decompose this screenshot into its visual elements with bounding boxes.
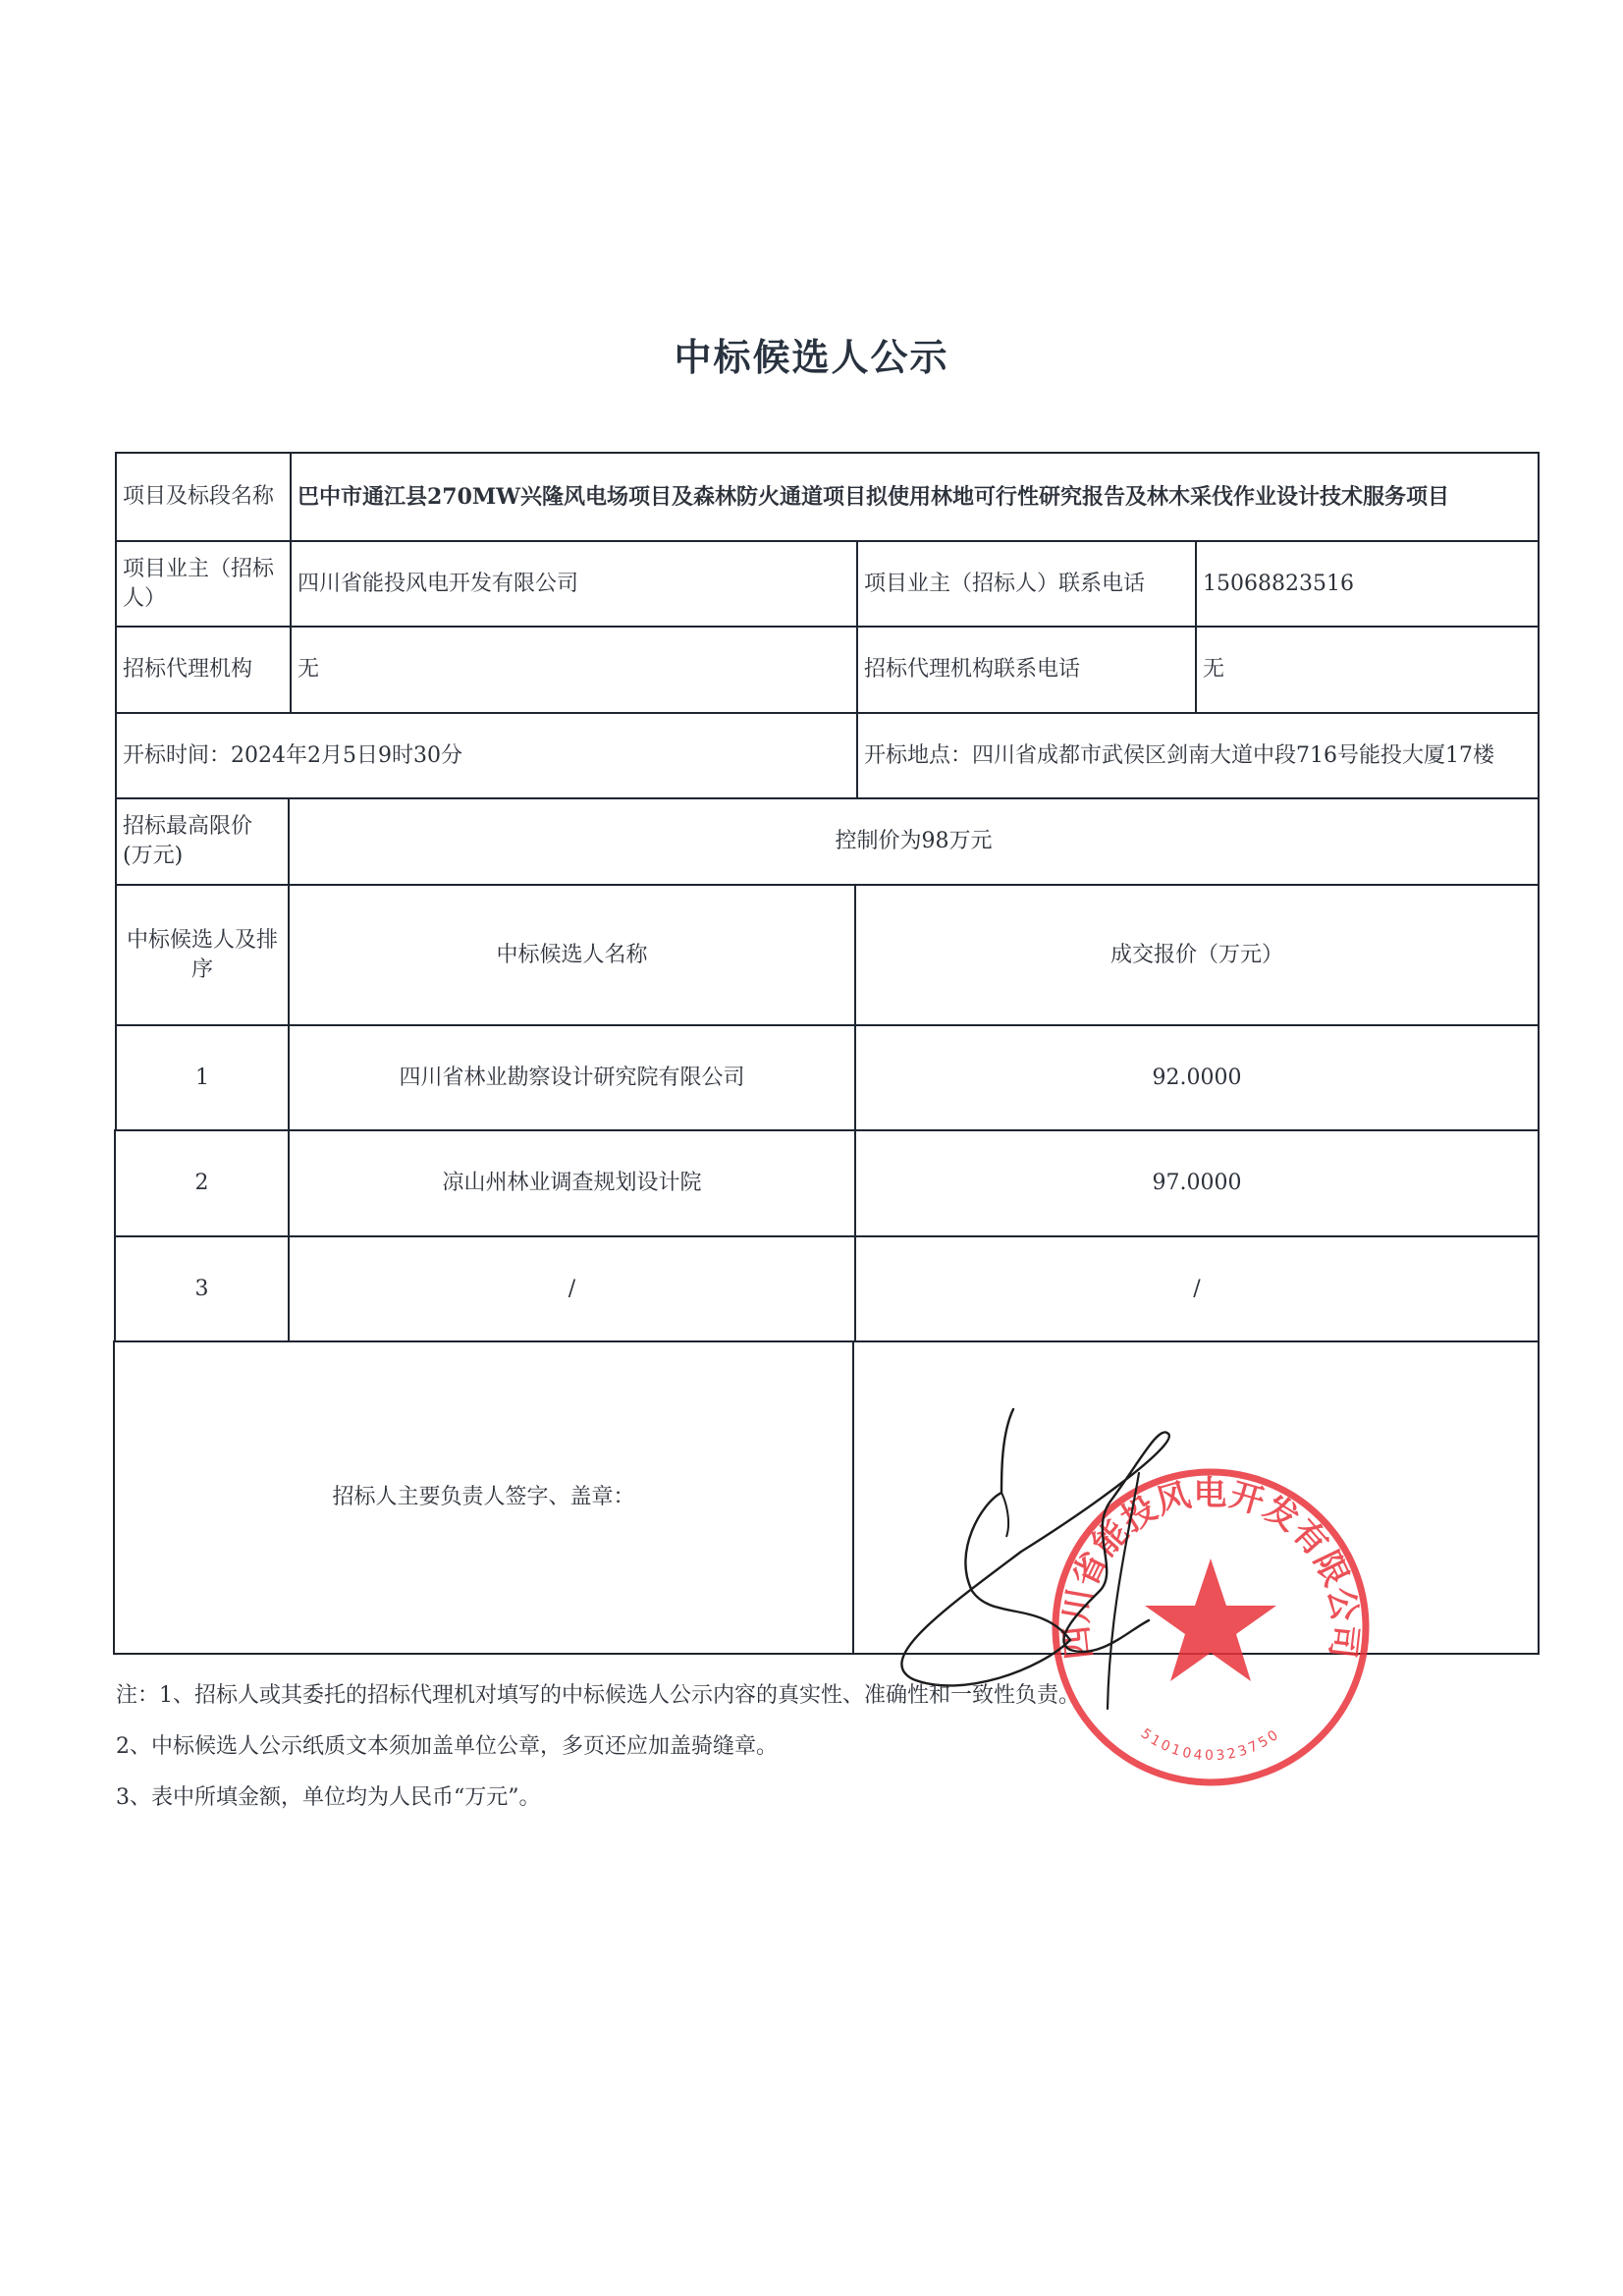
candidates-header-rank: 中标候选人及排序 bbox=[115, 884, 290, 1026]
signature-label: 招标人主要负责人签字、盖章： bbox=[113, 1340, 854, 1655]
candidates-header-name: 中标候选人名称 bbox=[288, 884, 856, 1026]
svg-text:5101040323750 bbox=[1138, 1725, 1283, 1764]
candidate-rank: 2 bbox=[114, 1129, 290, 1237]
candidate-rank: 3 bbox=[114, 1235, 290, 1342]
agency-label: 招标代理机构 bbox=[115, 626, 292, 714]
owner-phone-label: 项目业主（招标人）联系电话 bbox=[856, 540, 1197, 628]
owner-phone-value: 15068823516 bbox=[1195, 540, 1540, 628]
note-1: 注：1、招标人或其委托的招标代理机对填写的中标候选人公示内容的真实性、准确性和一致性负责。 bbox=[116, 1683, 1081, 1708]
document-title: 中标候选人公示 bbox=[674, 336, 949, 379]
candidates-header-price: 成交报价（万元） bbox=[854, 884, 1540, 1026]
project-name-value: 巴中市通江县270MW兴隆风电场项目及森林防火通道项目拟使用林地可行性研究报告及林木采伐作业设计技术服务项目 bbox=[290, 452, 1540, 542]
open-place: 开标地点：四川省成都市武侯区剑南大道中段716号能投大厦17楼 bbox=[856, 712, 1540, 799]
seal-code: 5101040323750 bbox=[1137, 1725, 1284, 1765]
owner-label: 项目业主（招标人） bbox=[115, 540, 292, 628]
max-price-label: 招标最高限价(万元) bbox=[115, 797, 290, 886]
agency-phone-label: 招标代理机构联系电话 bbox=[856, 626, 1197, 714]
candidate-price: 97.0000 bbox=[854, 1129, 1540, 1237]
agency-phone-value: 无 bbox=[1195, 626, 1540, 714]
agency-value: 无 bbox=[290, 626, 858, 714]
candidate-name: 凉山州林业调查规划设计院 bbox=[288, 1129, 856, 1237]
candidate-name: / bbox=[288, 1235, 856, 1342]
candidate-rank: 1 bbox=[115, 1024, 290, 1131]
note-2: 2、中标候选人公示纸质文本须加盖单位公章，多页还应加盖骑缝章。 bbox=[116, 1734, 778, 1759]
note-3: 3、表中所填金额，单位均为人民币“万元”。 bbox=[116, 1785, 541, 1810]
max-price-value: 控制价为98万元 bbox=[288, 797, 1540, 886]
project-name-label: 项目及标段名称 bbox=[115, 452, 292, 542]
seal-text: 四川省能投风电开发有限公司 bbox=[1056, 1474, 1365, 1662]
owner-value: 四川省能投风电开发有限公司 bbox=[290, 540, 858, 628]
candidate-price: / bbox=[854, 1235, 1540, 1342]
candidate-name: 四川省林业勘察设计研究院有限公司 bbox=[288, 1024, 856, 1131]
signature-area bbox=[852, 1340, 1540, 1655]
candidate-price: 92.0000 bbox=[854, 1024, 1540, 1131]
open-time: 开标时间：2024年2月5日9时30分 bbox=[115, 712, 858, 799]
